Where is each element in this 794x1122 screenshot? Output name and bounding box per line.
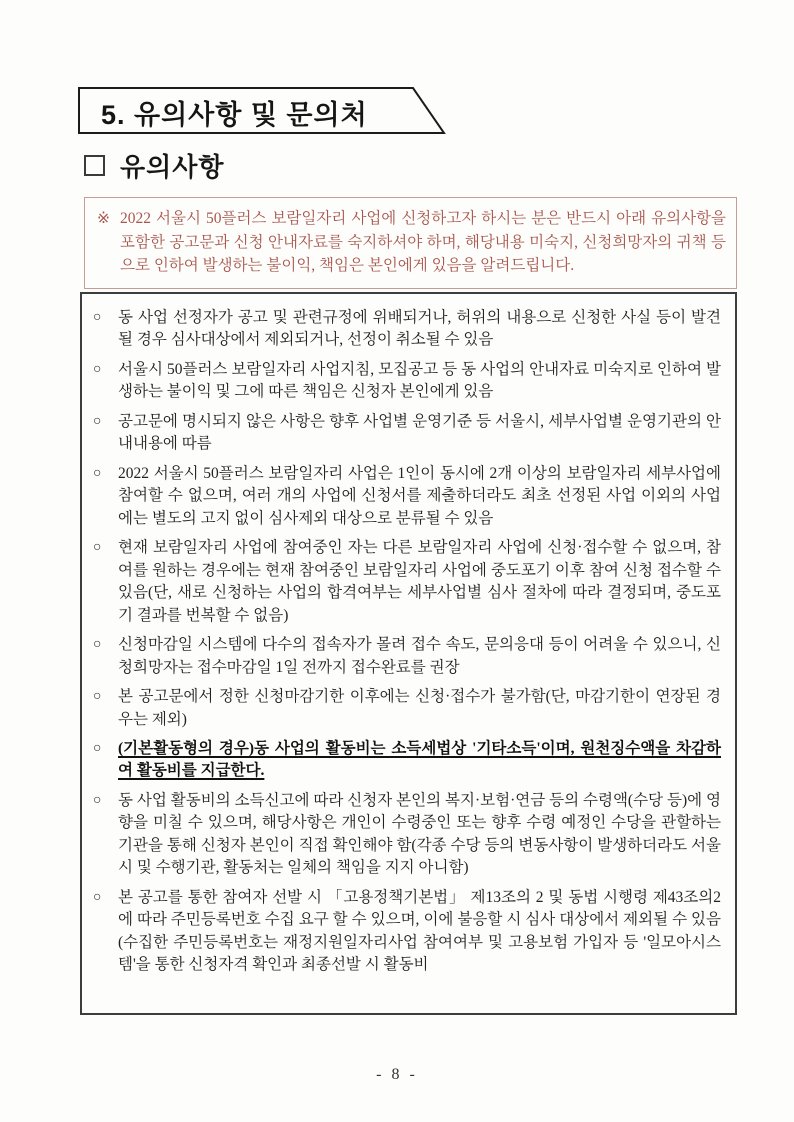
note-text: 서울시 50플러스 보람일자리 사업지침, 모집공고 등 동 사업의 안내자료 미숙지로 인하여 발생하는 불이익 및 그에 따른 책임은 신청자 본인에게 있음 — [118, 360, 721, 401]
notice-box — [84, 197, 737, 289]
notice-text: 2022 서울시 50플러스 보람일자리 사업에 신청하고자 하시는 분은 반드시 아래 유의사항을 포함한 공고문과 신청 안내자료를 숙지하셔야 하며, 해당내용 미숙지, 신청희망자의 귀책 등으로 인하여 발생하는 불이익, 책임은 본인에게 있음을 알려드립니다. — [120, 210, 726, 275]
note-text: 현재 보람일자리 사업에 참여중인 자는 다른 보람일자리 사업에 신청·접수할 수 없으며, 참여를 원하는 경우에는 현재 참여중인 보람일자리 사업에 중도포기 이후 참여 신청 접수할 수 있음(단, 새로 신청하는 사업의 합격여부는 세부사업별 심사 절차에 따라 결정되며, 중도포기 결과를 번복할 수 없음) — [118, 539, 721, 624]
circle-bullet-icon: ○ — [93, 740, 102, 756]
circle-bullet-icon: ○ — [93, 465, 102, 481]
note-item — [93, 307, 721, 352]
note-item — [93, 887, 721, 977]
sub-heading — [84, 147, 224, 184]
reference-mark-icon: ※ — [97, 210, 110, 227]
note-text: 신청마감일 시스템에 다수의 접속자가 몰려 접수 속도, 문의응대 등이 어려울 수 있으니, 신청희망자는 접수마감일 1일 전까지 접수완료를 권장 — [118, 636, 721, 676]
note-item — [93, 686, 721, 731]
note-item — [93, 359, 721, 404]
note-item — [93, 790, 721, 880]
note-item — [93, 411, 721, 456]
note-text: 본 공고문에서 정한 신청마감기한 이후에는 신청·접수가 불가함(단, 마감기한이 연장된 경우는 제외) — [118, 688, 721, 728]
note-text: (기본활동형의 경우)동 사업의 활동비는 소득세법상 '기타소득'이며, 원천징수액을 차감하여 활동비를 지급한다. — [118, 739, 721, 780]
circle-bullet-icon: ○ — [93, 310, 102, 325]
note-text: 공고문에 명시되지 않은 사항은 향후 사업별 운영기준 등 서울시, 세부사업별 운영기관의 안내내용에 따름 — [118, 412, 721, 453]
square-bullet-icon — [84, 155, 105, 176]
section-title: 5. 유의사항 및 문의처 — [101, 100, 368, 130]
circle-bullet-icon: ○ — [93, 792, 102, 808]
circle-bullet-icon: ○ — [93, 413, 102, 429]
circle-bullet-icon: ○ — [93, 689, 102, 705]
note-text: 동 사업 선정자가 공고 및 관련규정에 위배되거나, 허위의 내용으로 신청한 사실 등이 발견될 경우 심사대상에서 제외되거나, 선정이 취소될 수 있음 — [118, 309, 721, 349]
note-text: 2022 서울시 50플러스 보람일자리 사업은 1인이 동시에 2개 이상의 보람일자리 세부사업에 참여할 수 없으며, 여러 개의 사업에 신청서를 제출하더라도 최초 선정된 사업 이외의 사업에는 별도의 고지 없이 심사제외 대상으로 분류될 수 있음 — [118, 464, 721, 527]
note-text: 동 사업 활동비의 소득신고에 따라 신청자 본인의 복지·보험·연금 등의 수령액(수당 등)에 영향을 미칠 수 있으며, 해당사항은 개인이 수령중인 또는 향후 수령 예정인 수당을 관할하는 기관을 통해 신청자 본인이 직접 확인해야 함(각종 수당 등의 변동사항이 발생하더라도 서울시 및 수행기관, 활동처는 일체의 책임을 지지 아니함) — [118, 791, 721, 877]
section-banner — [78, 84, 448, 136]
note-item-emphasized — [93, 738, 721, 783]
note-text: 본 공고를 통한 참여자 선발 시 「고용정책기본법」 제13조의 2 및 동법 시행령 제43조의2에 따라 주민등록번호 수집 요구 할 수 있으며, 이에 불응할 시 심사 대상에서 제외될 수 있음(수집한 주민등록번호는 재정지원일자리사업 참여여부 및 고용보험 가입자 등 '일모아시스템'을 통한 신청자격 확인과 최종선발 시 활동비 — [118, 888, 721, 974]
circle-bullet-icon: ○ — [93, 637, 102, 653]
circle-bullet-icon: ○ — [93, 540, 102, 556]
circle-bullet-icon: ○ — [93, 889, 102, 905]
note-item — [93, 463, 721, 530]
sub-heading-label: 유의사항 — [120, 152, 225, 182]
note-item — [93, 537, 721, 627]
note-item — [93, 634, 721, 679]
notes-box — [80, 292, 737, 1015]
circle-bullet-icon: ○ — [93, 361, 102, 377]
page-number: - 8 - — [376, 1066, 418, 1083]
